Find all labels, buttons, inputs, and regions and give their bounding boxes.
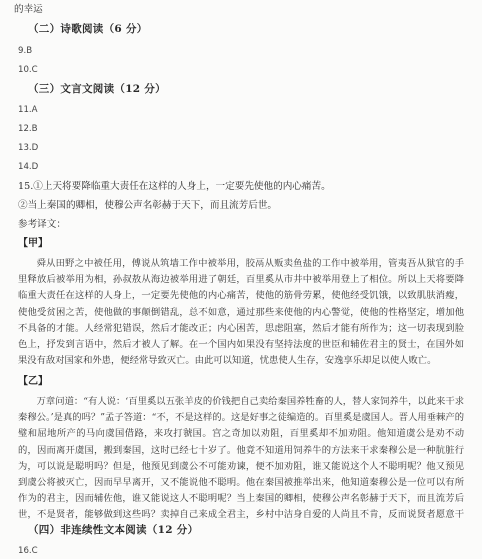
answer-15-line-1: 15.①上天将要降临重大责任在这样的人身上，一定要先使他的内心痛苦。 [18,181,331,192]
answer-10: 10.C [18,65,38,75]
answer-16: 16.C [18,546,38,556]
reference-translation-title: 参考译文： [18,219,66,230]
label-jia: 【甲】 [18,238,48,249]
answer-12: 12.B [18,124,38,134]
answer-15-line-2: ②当上秦国的卿相，使穆公声名彰赫于天下，而且流芳后世。 [18,200,278,211]
answer-14: 14.D [18,162,39,172]
label-yi: 【乙】 [18,376,48,387]
section-4-heading: （四）非连续性文本阅读（12 分） [28,524,199,536]
answer-13: 13.D [18,143,39,153]
translation-paragraph-jia: 舜从田野之中被任用，傅说从筑墙工作中被举用，胶鬲从贩卖鱼盐的工作中被举用，管夷吾从狱官的手里释放后被举用为相，孙叔敖从海边被举用进了朝廷，百里奚从市井中被举用登上了相位。所以上天将要降临重大责任在这样的人身上，一定要先使他的内心痛苦，使他的筋骨劳累，使他经受饥饿，以致肌肤消瘦，使他受贫困之苦，使他做的事颠倒错乱，总不如意，通过那些来使他的内心警觉，使他的性格坚定，增加他不具备的才能。人经常犯错误，然后才能改正；内心困苦，思虑阻塞，然后才能有所作为；这一切表现到脸色上，抒发到言语中，然后才被人了解。在一个国内如果没有坚持法度的世臣和辅佐君主的贤士，在国外如果没有敌对国家和外患，便经常导致灭亡。由此可以知道，忧患使人生存，安逸享乐却足以使人败亡。 [18,258,464,367]
top-fragment-text: 的幸运 [14,4,43,15]
translation-paragraph-yi: 万章问道：“有人说：‘百里奚以五张羊皮的价钱把自己卖给秦国养牲畜的人，替人家饲养牛，以此来干求秦穆公。’是真的吗？”孟子答道：“不，不是这样的。这是好事之徒编造的。百里奚是虞国人。晋人用垂棘产的璧和屈地所产的马向虞国借路，来攻打虢国。宫之奇加以劝阻，百里奚却不加劝阻。他知道虞公是劝不动的，因而离开虞国，搬到秦国，这时已经七十岁了。他竟不知道用饲养牛的方法来干求秦穆公是一种肮脏行为，可以说是聪明吗？但是，他预见到虞公不可能劝谏，便不加劝阻，谁又能说这个人不聪明呢？他又预见到虞公将被灭亡，因而早早离开，又不能说他不聪明。他在秦国被推举出来，他知道秦穆公是一位可以有所作为的君主，因而辅佐他，谁又能说这人不聪明呢？当上秦国的卿相，使穆公声名彰赫于天下，而且流芳后世，不是贤者，能够做到这些吗？卖掉自己来成全君主，乡村中洁身自爱的人尚且不肯，反而说贤者愿意干 [18,396,464,521]
section-3-heading: （三）文言文阅读（12 分） [28,83,166,95]
section-2-heading: （二）诗歌阅读（6 分） [28,23,148,35]
answer-11: 11.A [18,105,38,115]
answer-9: 9.B [18,46,33,56]
